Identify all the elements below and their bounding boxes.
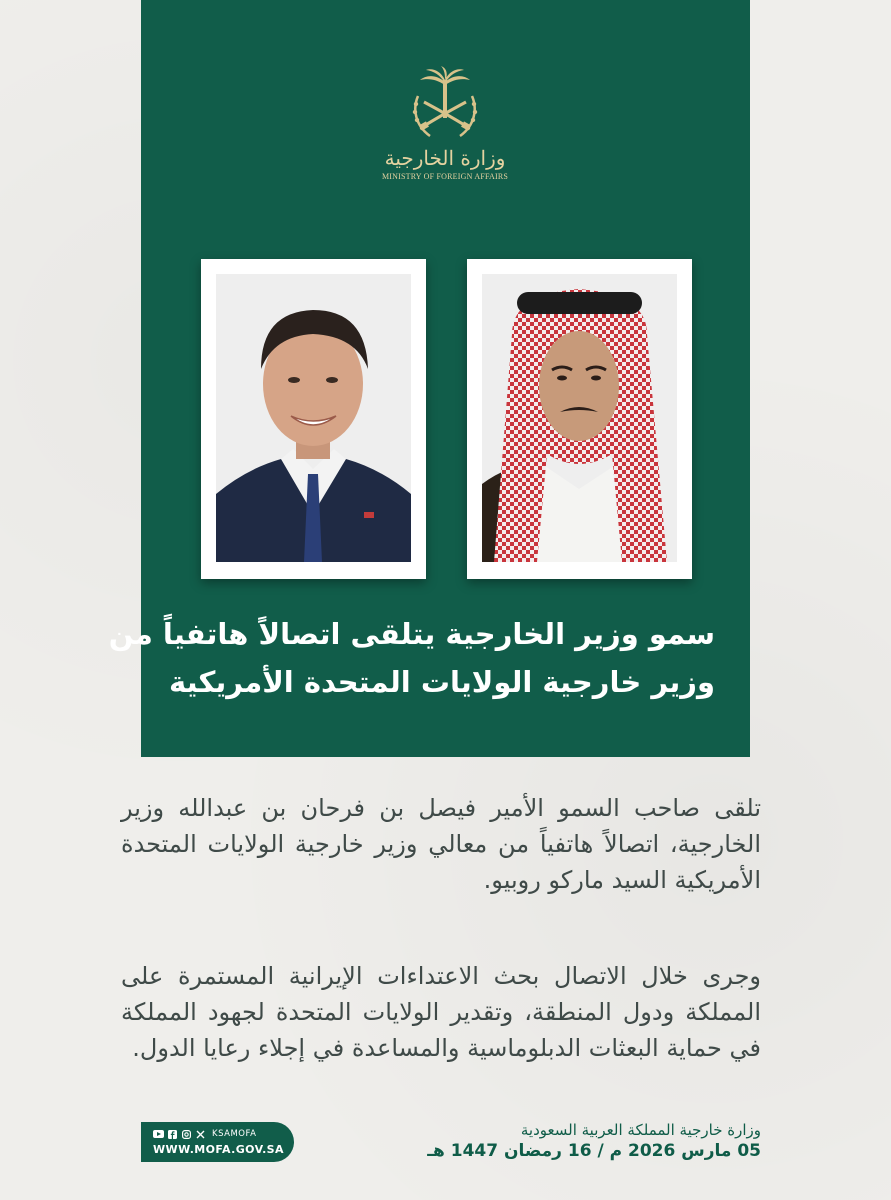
- x-icon[interactable]: [195, 1129, 206, 1140]
- footer-date: 05 مارس 2026 م / 16 رمضان 1447 هـ: [427, 1141, 761, 1161]
- social-badge: [141, 1122, 294, 1162]
- headline-line-2: وزير خارجية الولايات المتحدة الأمريكية: [169, 665, 715, 699]
- body-paragraph-1: تلقى صاحب السمو الأمير فيصل بن فرحان بن عبدالله وزير الخارجية، اتصالاً هاتفياً من معالي وزير خارجية الولايات المتحدة الأمريكية السيد ماركو روبيو.: [121, 794, 761, 894]
- youtube-icon[interactable]: [153, 1129, 164, 1140]
- footer-organization: وزارة خارجية المملكة العربية السعودية: [520, 1121, 761, 1139]
- portrait-saudi-minister: [482, 274, 677, 562]
- ministry-name-arabic: وزارة الخارجية: [384, 146, 506, 170]
- saudi-emblem-icon: [410, 66, 480, 144]
- instagram-icon[interactable]: [181, 1129, 192, 1140]
- ministry-logo: [380, 66, 510, 196]
- website-link[interactable]: WWW.MOFA.GOV.SA: [153, 1143, 284, 1156]
- photo-saudi-minister: [467, 259, 692, 579]
- headline-line-1: سمو وزير الخارجية يتلقى اتصالاً هاتفياً من: [108, 617, 715, 651]
- social-handle[interactable]: KSAMOFA: [212, 1129, 257, 1139]
- portrait-us-secretary: [216, 274, 411, 562]
- ministry-name-english: MINISTRY OF FOREIGN AFFAIRS: [381, 172, 509, 181]
- headline: [108, 610, 715, 706]
- facebook-icon[interactable]: [167, 1129, 178, 1140]
- footer-date-block: [427, 1121, 761, 1161]
- social-icons-row: [153, 1128, 256, 1140]
- photo-us-secretary: [201, 259, 426, 579]
- body-paragraph-2: وجرى خلال الاتصال بحث الاعتداءات الإيرانية المستمرة على المملكة ودول المنطقة، وتقدير الولايات المتحدة لجهود المملكة في حماية البعثات الدبلوماسية والمساعدة في إجلاء رعايا الدول.: [121, 962, 761, 1062]
